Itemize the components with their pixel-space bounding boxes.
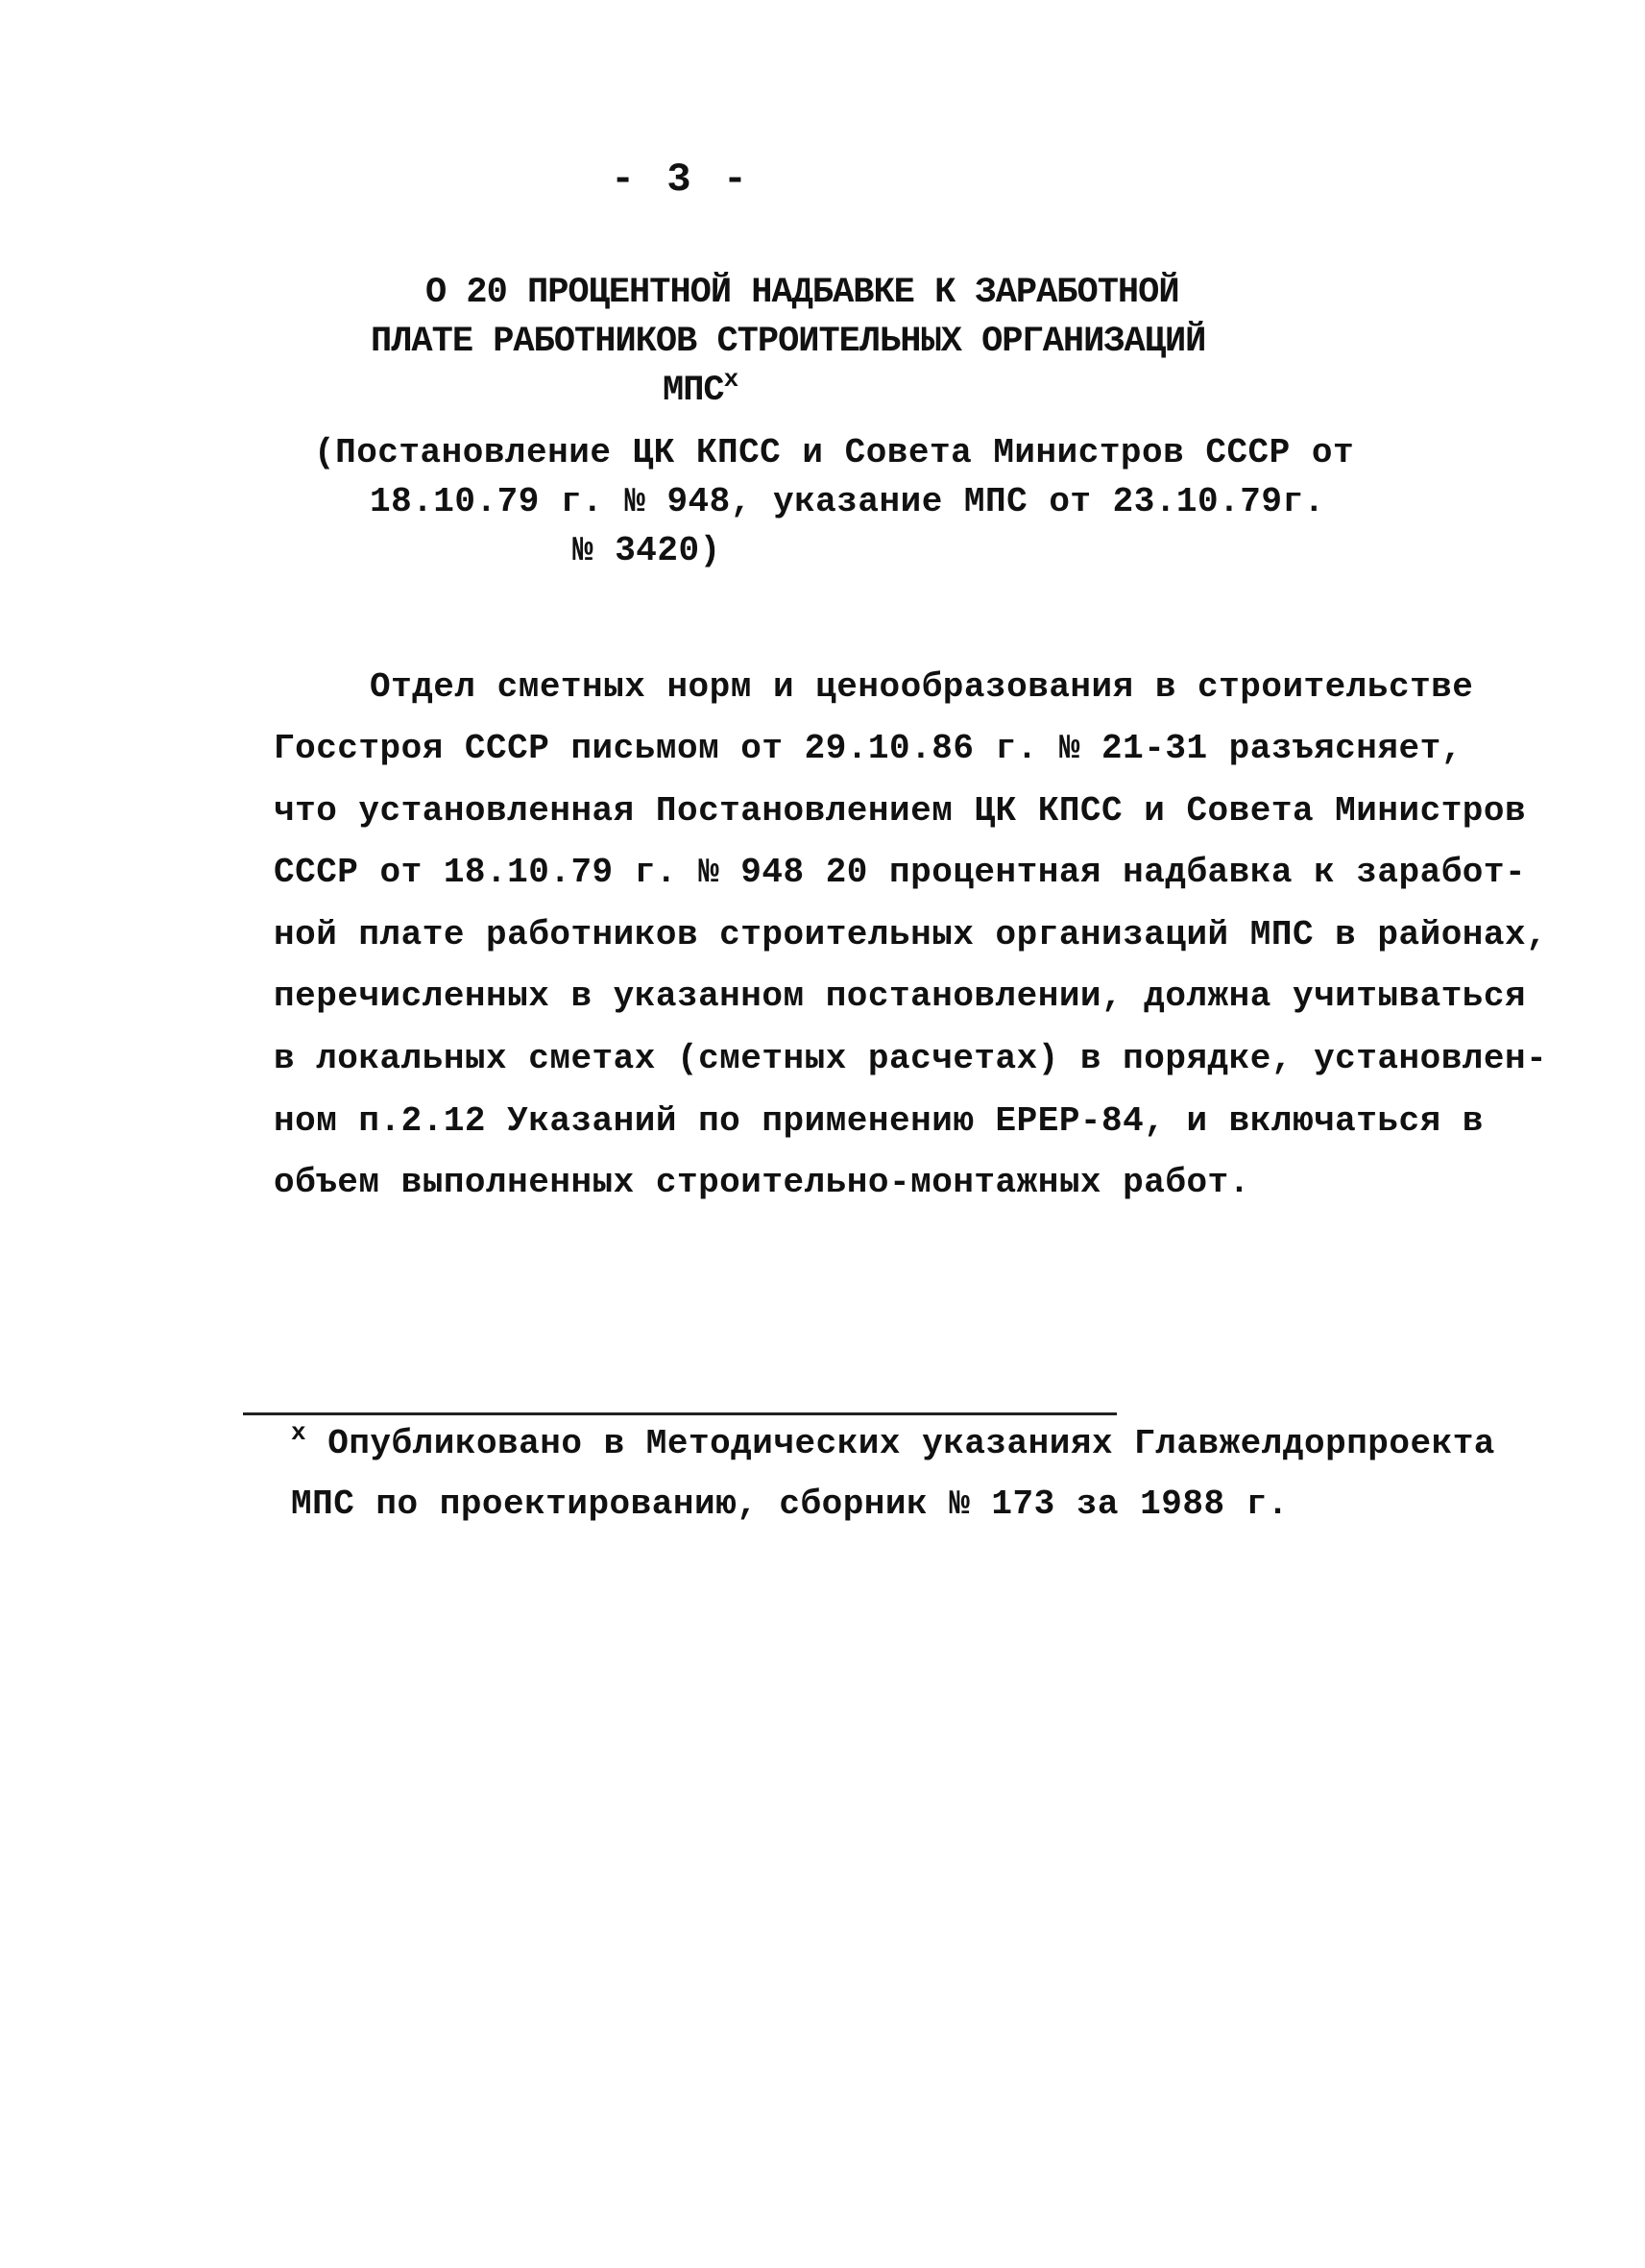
body-line-2: Госстроя СССР письмом от 29.10.86 г. № 21-31 разъясняет, (274, 729, 1463, 768)
body-line-9: объем выполненных строительно-монтажных работ. (274, 1163, 1250, 1202)
footnote-line-2: МПС по проектированию, сборник № 173 за 1988 г. (291, 1484, 1289, 1524)
body-line-3: что установленная Постановлением ЦК КПСС и Совета Министров (274, 791, 1527, 831)
body-line-5: ной плате работников строительных организаций МПС в районах, (274, 915, 1548, 954)
reference-line-2: 18.10.79 г. № 948, указание МПС от 23.10.79г. (370, 482, 1325, 521)
footnote-mark: х (291, 1418, 307, 1447)
body-line-8: ном п.2.12 Указаний по применению ЕРЕР-84, и включаться в (274, 1101, 1484, 1141)
body-line-4: СССР от 18.10.79 г. № 948 20 процентная надбавка к заработ- (274, 853, 1527, 892)
reference-line-1: (Постановление ЦК КПСС и Совета Министров СССР от (314, 433, 1355, 472)
title-line-2: ПЛАТЕ РАБОТНИКОВ СТРОИТЕЛЬНЫХ ОРГАНИЗАЦИЙ (371, 322, 1206, 362)
title-footnote-mark: х (723, 365, 738, 394)
footnote-text-1: Опубликовано в Методических указаниях Главжелдорпроекта (327, 1424, 1495, 1463)
body-line-6: перечисленных в указанном постановлении, должна учитываться (274, 977, 1527, 1016)
title-mps: МПС (663, 371, 724, 411)
footnote-line-1 (291, 1418, 1495, 1465)
title-line-1: О 20 ПРОЦЕНТНОЙ НАДБАВКЕ К ЗАРАБОТНОЙ (425, 273, 1179, 313)
page-number: - 3 - (611, 157, 752, 203)
reference-line-3: № 3420) (572, 531, 721, 570)
body-line-1: Отдел сметных норм и ценообразования в строительстве (370, 667, 1474, 707)
footnote-divider (243, 1412, 1117, 1415)
body-line-7: в локальных сметах (сметных расчетах) в порядке, установлен- (274, 1039, 1548, 1078)
title-line-3 (663, 365, 738, 412)
